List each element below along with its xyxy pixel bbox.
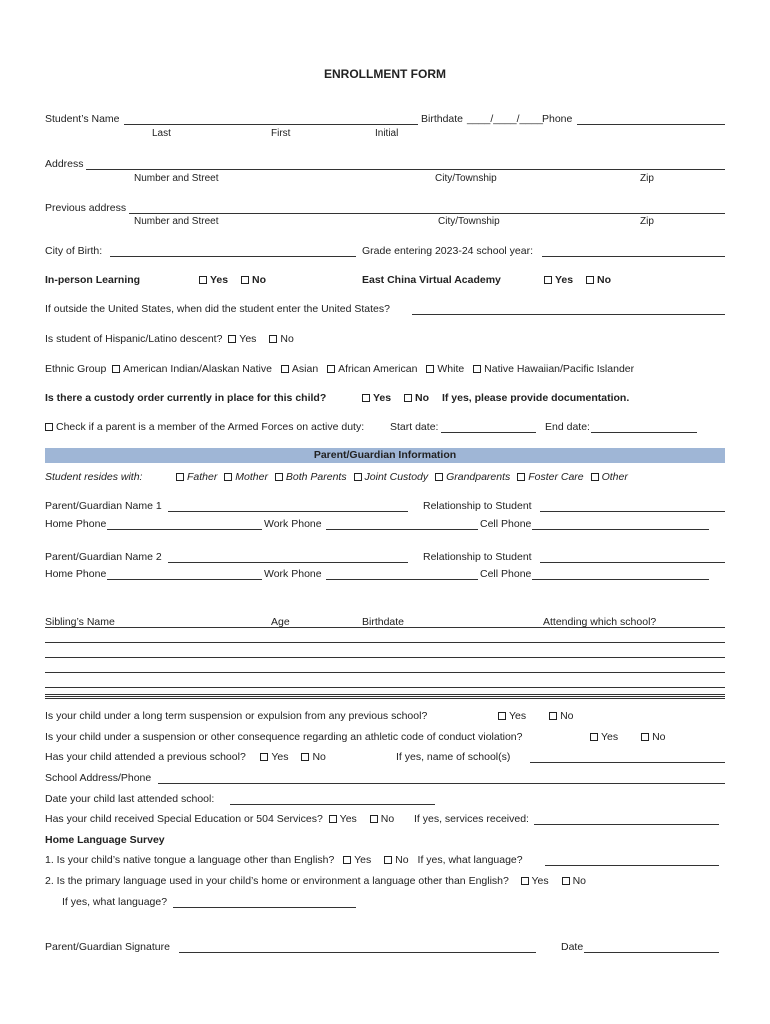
checkbox[interactable] [354, 473, 362, 481]
attended-no-option[interactable]: No [301, 751, 325, 763]
parent1-relationship-label: Relationship to Student [423, 500, 532, 512]
school-address-field[interactable] [158, 783, 725, 784]
parent1-name-field[interactable] [168, 511, 408, 512]
checkbox[interactable] [562, 877, 570, 885]
signature-label: Parent/Guardian Signature [45, 941, 170, 953]
checkbox[interactable] [521, 877, 529, 885]
virtual-options [544, 274, 621, 286]
inperson-no-option[interactable]: No [241, 274, 266, 286]
athletic-options [590, 731, 676, 743]
q1-label: 1. Is your child’s native tongue a language other than English? [45, 854, 335, 866]
ethnic-option[interactable]: Native Hawaiian/Pacific Islander [473, 363, 634, 375]
special-ed-label: Has your child received Special Education or 504 Services? [45, 813, 323, 825]
checkbox[interactable] [329, 815, 337, 823]
signature-date-label: Date [561, 941, 584, 953]
birthdate-field[interactable]: ____/____/____ [467, 113, 543, 125]
checkbox[interactable] [281, 365, 289, 373]
ethnic-label: Ethnic Group [45, 363, 107, 375]
custody-no-option[interactable]: No [404, 392, 429, 404]
sibling-row-line[interactable] [45, 672, 725, 673]
city-birth-label: City of Birth: [45, 245, 103, 257]
ethnic-row [45, 363, 634, 375]
checkbox[interactable] [224, 473, 232, 481]
hispanic-row [45, 333, 304, 345]
parent2-name-field[interactable] [168, 562, 408, 563]
resides-option[interactable]: Father [176, 471, 217, 483]
checkbox[interactable] [641, 733, 649, 741]
inperson-options [199, 274, 276, 286]
sibling-birthdate-header: Birthdate [362, 616, 405, 628]
parent2-cell-phone-field[interactable] [532, 579, 709, 580]
custody-label: Is there a custody order currently in place for this child? [45, 392, 327, 404]
virtual-yes-option[interactable]: Yes [544, 274, 573, 286]
school-name-field[interactable] [530, 762, 725, 763]
checkbox[interactable] [327, 365, 335, 373]
checkbox[interactable] [370, 815, 378, 823]
resides-option[interactable]: Both Parents [275, 471, 347, 483]
sibling-header-line [45, 627, 725, 628]
custody-options [362, 392, 629, 404]
sibling-row-line[interactable] [45, 687, 725, 688]
ethnic-option[interactable]: White [426, 363, 464, 375]
services-label: If yes, services received: [414, 813, 529, 825]
phone-label: Phone [542, 113, 573, 125]
attended-yes-option[interactable]: Yes [260, 751, 288, 763]
checkbox[interactable] [473, 365, 481, 373]
parent2-relationship-field[interactable] [540, 562, 725, 563]
form-title: ENROLLMENT FORM [324, 67, 446, 81]
special-ed-row [45, 813, 404, 825]
checkbox[interactable] [275, 473, 283, 481]
checkbox[interactable] [260, 753, 268, 761]
special-ed-no-option[interactable]: No [370, 813, 394, 825]
resides-option[interactable]: Foster Care [517, 471, 583, 483]
q1-no-option[interactable]: No [384, 854, 408, 866]
parent2-work-phone-field[interactable] [326, 579, 478, 580]
checkbox[interactable] [301, 753, 309, 761]
school-name-label: If yes, name of school(s) [396, 751, 511, 763]
checkbox[interactable] [426, 365, 434, 373]
attended-label: Has your child attended a previous school? [45, 751, 246, 763]
q1-row [45, 854, 523, 866]
parent1-work-phone-field[interactable] [326, 529, 478, 530]
outside-us-label: If outside the United States, when did the student enter the United States? [45, 303, 390, 315]
checkbox[interactable] [241, 276, 249, 284]
student-name-label: Student’s Name [45, 113, 120, 125]
parent2-relationship-label: Relationship to Student [423, 551, 532, 563]
prev-address-field[interactable] [129, 213, 725, 214]
checkbox[interactable] [591, 473, 599, 481]
school-address-label: School Address/Phone [45, 772, 152, 784]
q1-what-label: If yes, what language? [417, 854, 523, 866]
inperson-label: In-person Learning [45, 274, 141, 286]
checkbox[interactable] [498, 712, 506, 720]
checkbox[interactable] [343, 856, 351, 864]
armed-label: Check if a parent is a member of the Armed Forces on active duty: [56, 421, 365, 433]
parent1-home-phone-label: Home Phone [45, 518, 107, 530]
parent1-cell-phone-label: Cell Phone [480, 518, 532, 530]
parent2-name-label: Parent/Guardian Name 2 [45, 551, 162, 563]
checkbox[interactable] [362, 394, 370, 402]
suspension-yes-option[interactable]: Yes [498, 710, 526, 722]
custody-yes-option[interactable]: Yes [362, 392, 391, 404]
q2-yes-option[interactable]: Yes [521, 875, 549, 887]
parent1-cell-phone-field[interactable] [532, 529, 709, 530]
end-date-label: End date: [545, 421, 590, 433]
address-zip-caption: Zip [640, 173, 654, 184]
resides-option[interactable]: Other [591, 471, 628, 483]
home-language-heading: Home Language Survey [45, 834, 165, 846]
student-name-field[interactable] [124, 124, 418, 125]
q1-language-field[interactable] [545, 865, 719, 866]
q2-language-field[interactable] [173, 907, 356, 908]
ethnic-option[interactable]: African American [327, 363, 417, 375]
virtual-no-option[interactable]: No [586, 274, 611, 286]
checkbox[interactable] [199, 276, 207, 284]
parent2-cell-phone-label: Cell Phone [480, 568, 532, 580]
checkbox[interactable] [404, 394, 412, 402]
address-city-caption: City/Township [435, 173, 497, 184]
q2-what-label: If yes, what language? [62, 896, 168, 908]
prev-zip-caption: Zip [640, 216, 654, 227]
athletic-label: Is your child under a suspension or other consequence regarding an athletic code of conduct violation? [45, 731, 523, 743]
parent-section-header: Parent/Guardian Information [45, 448, 725, 463]
prev-address-label: Previous address [45, 202, 127, 214]
ethnic-option[interactable]: American Indian/Alaskan Native [112, 363, 272, 375]
checkbox[interactable] [544, 276, 552, 284]
parent1-work-phone-label: Work Phone [264, 518, 322, 530]
section-divider [45, 694, 725, 700]
checkbox[interactable] [517, 473, 525, 481]
checkbox[interactable] [586, 276, 594, 284]
q2-label: 2. Is the primary language used in your child’s home or environment a language other than English? [45, 875, 509, 887]
parent1-name-label: Parent/Guardian Name 1 [45, 500, 162, 512]
checkbox[interactable] [176, 473, 184, 481]
phone-field[interactable] [577, 124, 725, 125]
checkbox[interactable] [384, 856, 392, 864]
sibling-row-line[interactable] [45, 642, 725, 643]
sibling-row-line[interactable] [45, 657, 725, 658]
parent2-home-phone-label: Home Phone [45, 568, 107, 580]
parent1-home-phone-field[interactable] [107, 529, 262, 530]
armed-row [45, 421, 364, 433]
end-date-field[interactable] [591, 432, 697, 433]
checkbox[interactable] [269, 335, 277, 343]
birthdate-label: Birthdate [421, 113, 464, 125]
resides-option[interactable]: Joint Custody [354, 471, 429, 483]
ethnic-option[interactable]: Asian [281, 363, 318, 375]
athletic-yes-option[interactable]: Yes [590, 731, 618, 743]
checkbox[interactable] [590, 733, 598, 741]
services-field[interactable] [534, 824, 719, 825]
checkbox[interactable] [549, 712, 557, 720]
sibling-name-header: Sibling’s Name [45, 616, 115, 628]
prev-city-caption: City/Township [438, 216, 500, 227]
city-birth-field[interactable] [110, 256, 356, 257]
first-caption: First [271, 128, 291, 139]
suspension-label: Is your child under a long term suspension or expulsion from any previous school? [45, 710, 428, 722]
sibling-school-header: Attending which school? [543, 616, 657, 628]
grade-field[interactable] [542, 256, 725, 257]
resides-option[interactable]: Grandparents [435, 471, 510, 483]
start-date-field[interactable] [441, 432, 536, 433]
parent2-home-phone-field[interactable] [107, 579, 262, 580]
checkbox[interactable] [435, 473, 443, 481]
signature-field[interactable] [179, 952, 536, 953]
armed-checkbox[interactable] [45, 423, 53, 431]
outside-us-field[interactable] [412, 314, 725, 315]
sibling-age-header: Age [271, 616, 290, 628]
virtual-label: East China Virtual Academy [362, 274, 501, 286]
address-street-caption: Number and Street [134, 173, 219, 184]
signature-date-field[interactable] [584, 952, 719, 953]
initial-caption: Initial [375, 128, 399, 139]
special-ed-yes-option[interactable]: Yes [329, 813, 357, 825]
parent2-work-phone-label: Work Phone [264, 568, 322, 580]
parent1-relationship-field[interactable] [540, 511, 725, 512]
hispanic-yes-option[interactable]: Yes [228, 333, 256, 345]
checkbox[interactable] [112, 365, 120, 373]
suspension-options [498, 710, 584, 722]
hispanic-no-option[interactable]: No [269, 333, 293, 345]
resides-options [176, 471, 628, 483]
hispanic-label: Is student of Hispanic/Latino descent? [45, 333, 223, 345]
resides-label: Student resides with: [45, 471, 143, 483]
q2-no-option[interactable]: No [562, 875, 586, 887]
last-attended-label: Date your child last attended school: [45, 793, 215, 805]
checkbox[interactable] [228, 335, 236, 343]
last-caption: Last [152, 128, 171, 139]
inperson-yes-option[interactable]: Yes [199, 274, 228, 286]
last-attended-field[interactable] [230, 804, 435, 805]
q1-yes-option[interactable]: Yes [343, 854, 371, 866]
start-date-label: Start date: [390, 421, 439, 433]
q2-row [45, 875, 596, 887]
grade-label: Grade entering 2023-24 school year: [362, 245, 534, 257]
suspension-no-option[interactable]: No [549, 710, 573, 722]
custody-note: If yes, please provide documentation. [441, 392, 630, 404]
address-label: Address [45, 158, 84, 170]
prev-street-caption: Number and Street [134, 216, 219, 227]
address-field[interactable] [86, 169, 725, 170]
attended-row [45, 751, 336, 763]
resides-option[interactable]: Mother [224, 471, 268, 483]
athletic-no-option[interactable]: No [641, 731, 665, 743]
